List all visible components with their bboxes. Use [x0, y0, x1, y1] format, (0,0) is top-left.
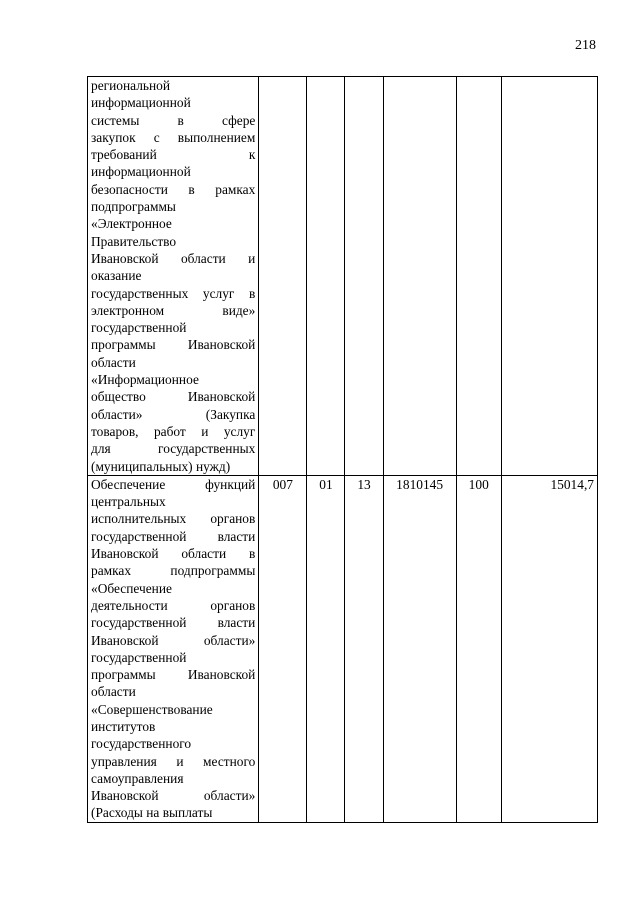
table-row — [88, 475, 598, 822]
expense-type-code-cell — [456, 77, 501, 476]
description-line: государственного — [91, 736, 192, 752]
description-line: информационной — [91, 164, 191, 180]
description-line: информационной — [91, 95, 191, 111]
description-line: подпрограммы — [91, 199, 176, 215]
description-line: институтов — [91, 718, 156, 734]
budget-table-body — [88, 77, 598, 823]
description-line: оказание — [91, 268, 142, 284]
description-line: закупок с выполнением — [91, 129, 256, 145]
description-line: области — [91, 684, 136, 700]
expense-type-code-cell: 100 — [456, 475, 501, 822]
table-row — [88, 77, 598, 476]
description-line: Ивановской области и — [91, 250, 256, 266]
description-line: рамках подпрограммы — [91, 563, 256, 579]
description-line: области — [91, 354, 136, 370]
description-line: безопасности в рамках — [91, 181, 256, 197]
description-line: «Обеспечение — [91, 580, 172, 596]
description-line: «Электронное — [91, 216, 172, 232]
description-line: исполнительных органов — [91, 511, 256, 527]
row-description — [88, 475, 259, 822]
description-line: программы Ивановской — [91, 667, 256, 683]
subsection-code-cell — [345, 77, 383, 476]
description-line: (муниципальных) нужд) — [91, 458, 231, 474]
row-description — [88, 77, 259, 476]
description-line: Ивановской области» — [91, 788, 256, 804]
description-line: области» (Закупка — [91, 406, 256, 422]
description-line: электронном виде» — [91, 302, 256, 318]
description-line: системы в сфере — [91, 112, 256, 128]
description-line: деятельности органов — [91, 597, 256, 613]
budget-table — [87, 76, 598, 823]
description-line: центральных — [91, 494, 166, 510]
description-line: региональной — [91, 78, 171, 93]
description-line: требований к — [91, 147, 256, 163]
subsection-code-cell: 13 — [345, 475, 383, 822]
description-line: (Расходы на выплаты — [91, 805, 213, 821]
description-line: программы Ивановской — [91, 337, 256, 353]
description-line: «Совершенствование — [91, 701, 213, 717]
description-line: государственной — [91, 320, 187, 336]
target-item-code-cell: 1810145 — [383, 475, 456, 822]
department-code-cell: 007 — [259, 475, 307, 822]
target-item-code-cell — [383, 77, 456, 476]
description-line: государственной власти — [91, 528, 256, 544]
description-line: государственной — [91, 649, 187, 665]
department-code-cell — [259, 77, 307, 476]
description-line: управления и местного — [91, 753, 256, 769]
page-number: 218 — [575, 38, 596, 53]
description-line: Ивановской области в — [91, 546, 256, 562]
description-line: «Информационное — [91, 372, 199, 388]
description-line: государственной власти — [91, 615, 256, 631]
amount-cell — [501, 77, 597, 476]
section-code-cell — [307, 77, 345, 476]
section-code-cell: 01 — [307, 475, 345, 822]
description-line: самоуправления — [91, 770, 184, 786]
description-line: Правительство — [91, 233, 177, 249]
description-line: общество Ивановской — [91, 389, 256, 405]
description-line: государственных услуг в — [91, 285, 256, 301]
description-line: Обеспечение функций — [91, 476, 256, 492]
description-line: для государственных — [91, 441, 256, 457]
description-line: Ивановской области» — [91, 632, 256, 648]
description-line: товаров, работ и услуг — [91, 423, 256, 439]
amount-cell: 15014,7 — [501, 475, 597, 822]
